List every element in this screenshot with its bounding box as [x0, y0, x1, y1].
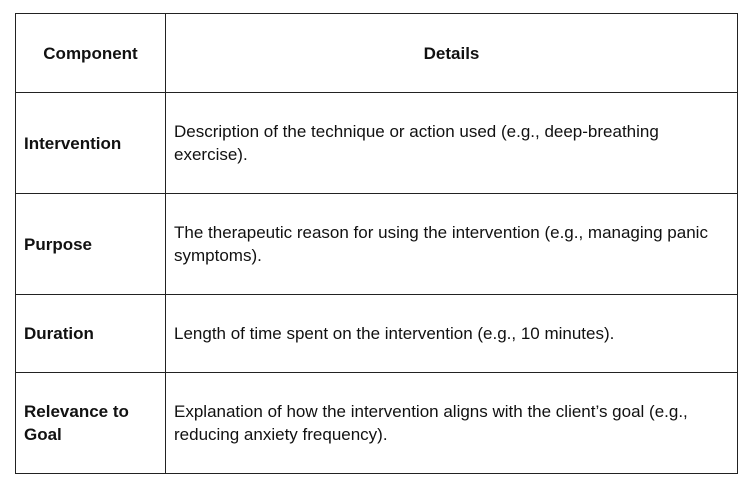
row-label-duration: Duration [16, 295, 166, 373]
row-details-intervention: Description of the technique or action used (e.g., deep-breathing exercise). [166, 93, 738, 194]
table-header-row [16, 14, 738, 93]
row-details-duration: Length of time spent on the intervention (e.g., 10 minutes). [166, 295, 738, 373]
table-row-purpose [16, 194, 738, 295]
row-label-purpose: Purpose [16, 194, 166, 295]
intervention-table-container [15, 13, 737, 474]
table-row-intervention [16, 93, 738, 194]
row-label-intervention: Intervention [16, 93, 166, 194]
row-label-relevance-to-goal: Relevance to Goal [16, 373, 166, 474]
table-row-duration [16, 295, 738, 373]
header-details: Details [166, 14, 738, 93]
intervention-components-table [15, 13, 738, 474]
row-details-purpose: The therapeutic reason for using the intervention (e.g., managing panic symptoms). [166, 194, 738, 295]
row-details-relevance-to-goal: Explanation of how the intervention aligns with the client’s goal (e.g., reducing anxiety frequency). [166, 373, 738, 474]
table-row-relevance-to-goal [16, 373, 738, 474]
header-component: Component [16, 14, 166, 93]
